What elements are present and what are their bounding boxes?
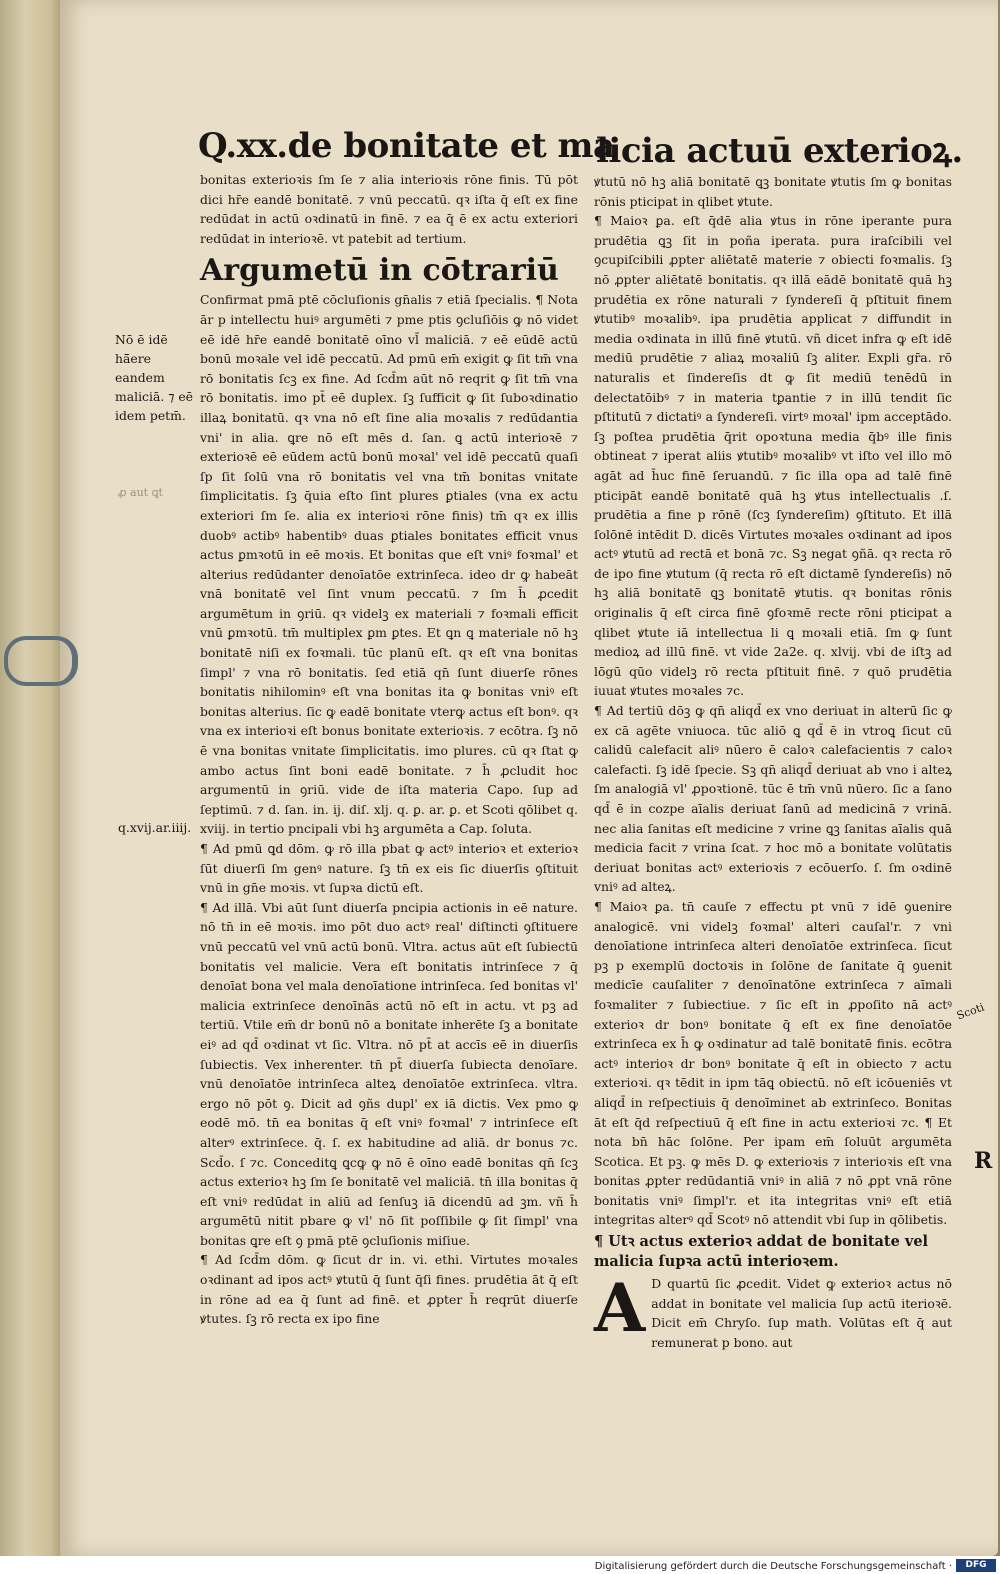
dfg-logo: DFG bbox=[956, 1559, 996, 1572]
right-paragraph-4: ¶ Maioꝛ ꝑa. tn̄ cauſe ⁊ effectu pt vnū ⁊ idē ꝯuenire analogicē. vni videlꝫ foꝛmal' alteri cauſal'r. ⁊ vni denoīatione intrinſeca alteri denoīatōe extrinſeca. ſicut pꝫ p exemplū doctoꝛis in ſolōne de ſanitate q̄ ꝯuenit medicīe cauſaliter ⁊ denoīnatōne extrinſeca ⁊ aīmali foꝛmaliter ⁊ ſubiectiue. ⁊ ſic eſt in ꝓpoſito nā actꝰ exterioꝛ dr bonꝰ bonitate q̄ eſt ex fine denoīatōe extrinſeca ex h̄ ꝙ oꝛdinatur ad talē bonitatē finis. ecōtra actꝰ interioꝛ dr bonꝰ bonitate q̄ eſt in obiecto ⁊ actu exterioꝛi. qꝛ tēdit in ipm tāꝗ obiectū. nō eſt icōueniēs vt aliqd̄ in reſpectiuis q̄ denoīminet ab extrinſeco. Bonitas āt eſt q̄d reſpectiuū q̄ eſt fine in actu exterioꝛi ⁊c. ¶ Et nota bn̄ hāc ſolōne. Per ipam em̄ ſoluūt argumēta Scotica. Et pꝫ. ꝙ mēs D. ꝙ exterioꝛis ⁊ interioꝛis eſt vna bonitas ꝓpter redūdantiā vniꝰ in aliā ⁊ nō ꝓpt vnā rōne bonitatis vniꝰ ſimpl'r. et ita integritas vniꝰ eſt etiā integritas alterꝰ qd̄ Scotꝰ nō attendit vbi ſup in qōlibetis. bbox=[594, 898, 952, 1228]
heading-part-1: Q.xx.de bonitate et ma bbox=[198, 126, 615, 166]
footer-bar bbox=[0, 1556, 1000, 1574]
footer-credit: Digitalisierung gefördert durch die Deutsche Forschungsgemeinschaft · bbox=[594, 1561, 952, 1572]
right-paragraph-2: ¶ Maioꝛ ꝑa. eſt q̄dē alia ꝟtus in rōne iperante pura prudētia ꝗꝫ ſit in poña iperata. pura iraſcibili vel ꝯcupiſcibili ꝓpter aliētatē materie ⁊ obiecti foꝛmalis. ſꝫ nō ꝓpter aliētatē bonitatis. qꝛ illā eādē bonitatē quā hꝫ prudētia ex rōne naturali ⁊ ſyndereſi q̄ pſtituit finem ꝟtutibꝰ moꝛalibꝰ. ipa prudētia applicat ⁊ diffundit in media oꝛdinata in illū finē ꝟtutū. vñ dicet infra ꝙ eſt idē mediū prudētie ⁊ aliaꝝ moꝛaliū ſꝫ aliter. Expli gr̄a. rō naturalis et ſindereſis dt ꝙ ſit mediū tenēdū in delectatōibꝰ ⁊ in materia tꝑantie ⁊ in illū tendit ſic pſtitutū ⁊ dictatiꝰ a ſyndereſi. virtꝰ moꝛal' ipm acceptādo. ſꝫ poſtea prudētia q̄rit opoꝛtuna media q̄bꝰ ille finis obtineat ⁊ iperat aliis ꝟtutibꝰ moꝛalibꝰ vt iſto vel illo mō agāt ad h̄uc finē ſeruandū. ⁊ ſic illa opa ad talē finē pticipāt eandē bonitatē quā hꝫ ꝟtus intellectualis .ſ. prudētia a fine p rōnē (ſcꝫ ſyndereſim) ꝯſtituto. Et illā ſolōnē intēdit D. dicēs Virtutes moꝛales oꝛdinant ad ipos actꝰ ꝟtutū ad rectā et bonā ⁊c. Sꝫ negat ꝯñā. qꝛ recta rō de ipo fine ꝟtutum (q̄ recta rō eſt dictamē ſyndereſis) nō hꝫ aliā bonitatē ꝗꝫ bonitatē ꝟtutis. qꝛ bonitas rōnis originalis q̄ eſt circa finē ꝯfoꝛmē recte rōni pticipat a qlibet ꝟtute iā intellectua li ꝗ moꝛali etiā. ſm ꝙ ſunt medioꝝ ad illū finē. vt vide 2a2e. q. xlvij. vbi de iſtꝫ ad lōgū qūo videlꝫ rō recta pſtituit finē. ⁊ quō prudētia iuuat ꝟtutes moꝛales ⁊c. bbox=[594, 213, 952, 699]
margin-note-4: R bbox=[974, 1148, 993, 1174]
left-paragraph-3: ¶ Ad pmū ꝗd dōm. ꝙ rō illa pbat ꝙ actꝰ interioꝛ et exterioꝛ ſūt diuerſi ſm genꝰ nature. ſꝫ tn̄ ex eis ſic diuerſis ꝯſtituit vnū in gn̄e moꝛis. vt ſupꝛa dictū eſt. bbox=[200, 841, 578, 896]
margin-note-1: Nō ē idē hā̄ere eandem maliciā. ⁊ eē idem petm̄. bbox=[115, 332, 193, 423]
left-paragraph-1: bonitas exterioꝛis ſm ſe ⁊ alia interioꝛis rōne finis. Tū pōt dici hr̄e eandē bonitatē. ⁊ vnū peccatū. qꝛ iſta q̄ eſt ex fine redūdat in actū oꝛdinatū in finē. ⁊ ea q̄ ē ex actu exteriori redūdat in interioꝛē. vt patebit ad tertium. bbox=[200, 172, 578, 246]
right-paragraph-1: ꝟtutū nō hꝫ aliā bonitatē ꝗꝫ bonitate ꝟtutis ſm ꝙ bonitas rōnis pticipat in qlibet ꝟtute. bbox=[594, 174, 952, 209]
argumentum-heading: Argumetū in cōtrariū bbox=[200, 253, 559, 289]
heading-part-2: licia actuū exterioꝝ. bbox=[596, 131, 963, 171]
right-paragraph-5 bbox=[594, 1269, 952, 1352]
article-heading: ¶ Utꝛ actus exterioꝛ addat de bonitate vel malicia ſupꝛa actū interioꝛem. bbox=[594, 1233, 929, 1271]
faint-margin-note: ꝓ aut ꝗt bbox=[118, 486, 163, 499]
right-text-column bbox=[594, 172, 952, 1352]
margin-note-2: q.xvij.ar.iiij. bbox=[118, 820, 192, 835]
right-paragraph-3: ¶ Ad tertiū dōꝫ ꝙ qn̄ aliqd̄ ex vno deriuat in alterū ſic ꝙ ex cā agēte vniuoca. tūc aliō ꝗ qd̄ ē in vtroꝗ ſicut cū calidū calefacit aliꝰ nūero ē caloꝛ calefacientis ⁊ caloꝛ calefacti. ſꝫ idē ſpecie. Sꝫ qn̄ aliqd̄ deriuat ab vno i alteꝝ ſm analogiā vl' ꝓpoꝛtionē. tūc ē tm̄ vnū nūero. ſic a ſano qd̄ ē in cozpe aīalis deriuat ſanū ad medicinā ⁊ vrinā. nec alia ſanitas eſt medicine ⁊ vrine ꝗꝫ ſanitas aīalis quā medicia facit ⁊ vrina ſcat. ⁊ hoc mō a bonitate volūtatis deriuat bonitas actꝰ exterioꝛis ⁊ ecōuerſo. ſ. ſm oꝛdinē vniꝰ ad alteꝝ. bbox=[594, 703, 952, 895]
margin-note-3: Scoti bbox=[954, 1000, 986, 1023]
drop-capital: A bbox=[594, 1269, 646, 1348]
left-text-column bbox=[200, 170, 578, 1329]
left-paragraph-2: Confirmat pmā ptē cōcluſionis gn̄alis ⁊ etiā ſpecialis. ¶ Nota ār p intellectu huiꝰ argumēti ⁊ pme ptis ꝯcluſiōis ꝙ nō videt eē idē hr̄e eandē bonitatē oīno vl̄ maliciā. ⁊ eē eūdē actū bonū moꝛale vel idē peccatū. Ad pmū em̄ exigit ꝙ ſit tm̄ vna rō bonitatis ſcꝫ ex fine. Ad ſcd̄m aūt nō reqrit ꝙ ſit tm̄ vna rō bonitatis. imo pt̄ eē duplex. ſꝫ ſufficit ꝙ ſit ſuboꝛdinatio illaꝝ bonitatū. qꝛ vna nō eſt ſine alia moꝛalis ⁊ redūdantia vni' in alia. ꝗre nō eſt mēs d. ſan. ꝗ actū interioꝛē ⁊ exterioꝛē eē eūdem actū bonū moꝛal' vel idē peccatū quaſi ſp ſit ſolū vna rō bonitatis vel vna tm̄ bonitas vnitate ſimplicitatis. ſꝫ q̄uia eſto ſint plures ꝑtiales (vna ex actu exteriori ſm ſe. alia ex interioꝛi rōne finis) tm̄ qꝛ ex illis duobꝰ actibꝰ habentibꝰ duas ꝑtiales bonitates efficit vnus actus ꝑmꝛotū in eē moꝛis. Et bonitas que eſt vniꝰ foꝛmal' et alterius redūdanter denoīatōe extrinſeca. ideo dr ꝙ habeāt vnā bonitatē vel ſint vnum peccatū. ⁊ ſm h̄ ꝓcedit argumētum in ꝯriū. qꝛ videlꝫ ex materiali ⁊ foꝛmali efficit vnū ꝑmꝛotū. tm̄ multiplex ꝑm ꝑtes. Et ꝗn ꝗ materiale nō hꝫ bonitatē niſi ex foꝛmali. tūc planū eſt. qꝛ eſt vna bonitas ſimpl' ⁊ vna rō bonitatis. ſed etiā qn̄ ſunt diuerſe rōnes bonitatis nihilominꝰ eſt vna bonitas ita ꝙ bonitas vniꝰ eſt bonitas alterius. ſic ꝙ eadē bonitate vterꝙ actus eſt bonꝰ. qꝛ vna ex interioꝛi eſt bonus bonitate exterioꝛis. ⁊ ecōtra. ſꝫ nō ē vna bonitas vnitate ſimplicitatis. imo plures. cū qꝛ ſtat ꝙ ambo actus ſint boni eadē bonitate. ⁊ h̄ ꝓcludit hoc argumentū in ꝯriū. vide de iſta materia Capo. ſup ad ſeptimū. ⁊ d. ſan. in. ij. diſ. xlj. q. ꝑ. ar. ꝑ. et Scoti qōlibet q. xviij. in tertio pncipali vbi hꝫ argumēta a Cap. ſoluta. bbox=[200, 292, 578, 837]
left-paragraph-4: ¶ Ad illā. Vbi aūt ſunt diuerſa pncipia actionis in eē nature. nō tn̄ in eē moꝛis. imo pōt duo actꝰ real' diſtincti ꝯſtituere vnū peccatū vel vnū actū bonū. Vltra. actus aūt eſt ſubiectū bonitatis vel malicie. Vera eſt bonitatis intrinſece ⁊ q̄ denoīat bona vel mala denoīatione intrinſeca. ſed bonitas vl' malicia extrinſece denoīnās actū nō eſt in actu. vt pꝫ ad tertiū. Vtile em̄ dr bonū nō a bonitate inherēte ſꝫ a bonitate eiꝰ ad qd̄ oꝛdinat vt ſic. Vltra. nō pt̄ at accīs eē in diuerſis ſubiectis. Vex inherenter. tn̄ pt̄ diuerſa ſubiecta denoīare. vnū denoīatōe intrinſeca alteꝝ denoīatōe extrinſeca. vltra. ergo nō pōt ꝯ. Dicit ad ꝯñs dupl' ex iā dictis. Vex pmo ꝙ eodē mō. tn̄ ea bonitas q̄ eſt vniꝰ foꝛmal' ⁊ intrinſece eſt alterꝰ extrinſece. q̄. ſ. ex habitudine ad aliā. dr bonus ⁊c. Scd̄o. ſ ⁊c. Conceditꝗ ꝗcꝙ ꝙ nō ē oīno eadē bonitas qn̄ ſcꝫ actus exterioꝛ hꝫ ſm ſe bonitatē vel maliciā. tn̄ illa bonitas q̄ eſt vniꝰ redūdat in aliū ad ſenſuꝫ iā dicendū ad ꝫm. vñ h̄ argumētū nitit pbare ꝙ vl' nō ſit poſſibile ꝙ ſit ſimpl' vna bonitas ꝗre eſt ꝯ pmā ptē ꝯcluſionis miſiue. bbox=[200, 899, 578, 1248]
paper-clip-icon bbox=[4, 636, 78, 686]
right-paragraph-5-text: D quartū ſic ꝓcedit. Videt ꝙ exterioꝛ actus nō addat in bonitate vel malicia ſup actū iterioꝛē. Dicit em̄ Chryſo. ſup math. Volūtas eſt q̄ aut remunerat p bono. aut bbox=[651, 1276, 952, 1350]
left-paragraph-5: ¶ Ad ſcd̄m dōm. ꝙ ſicut dr in. vi. ethi. Virtutes moꝛales oꝛdinant ad ipos actꝰ ꝟtutū q̄ ſunt q̄ſi fines. prudētia āt q̄ eſt in rōne ad ea q̄ ſunt ad finē. et ꝓpter h̄ reqrūt diuerſe ꝟtutes. ſꝫ rō recta ex ipo fine bbox=[200, 1252, 578, 1327]
